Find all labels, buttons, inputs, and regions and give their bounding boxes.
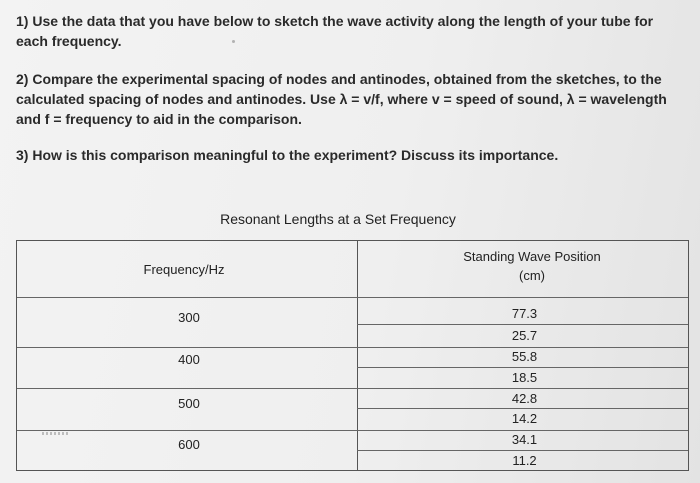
row-subdivider xyxy=(357,367,688,368)
frequency-cell: 400 xyxy=(178,352,200,367)
position-cell: 55.8 xyxy=(511,349,538,364)
position-cell: 14.2 xyxy=(511,411,538,426)
row-subdivider xyxy=(357,450,688,451)
row-divider xyxy=(17,430,688,431)
resonant-lengths-table xyxy=(16,240,689,471)
row-divider xyxy=(17,347,688,348)
header-position-line2: (cm) xyxy=(519,268,545,283)
row-subdivider xyxy=(357,324,688,325)
frequency-cell: 300 xyxy=(178,310,200,325)
frequency-cell: 600 xyxy=(178,437,200,452)
header-position-line1: Standing Wave Position xyxy=(463,249,601,264)
position-cell: 25.7 xyxy=(511,328,538,343)
question-3: 3) How is this comparison meaningful to the experiment? Discuss its importance. xyxy=(16,147,559,163)
table-title xyxy=(0,211,700,227)
position-cell: 77.3 xyxy=(511,306,538,321)
position-cell: 42.8 xyxy=(511,391,538,406)
position-cell: 18.5 xyxy=(511,370,538,385)
column-divider xyxy=(357,241,358,470)
position-cell: 34.1 xyxy=(511,432,538,447)
table-title-text: Resonant Lengths at a Set Frequency xyxy=(220,211,456,227)
question-2: 2) Compare the experimental spacing of nodes and antinodes, obtained from the sketches, to the calculated spacing of nodes and antinodes. Use λ = v/f, where v = speed of sound, λ = wavelength and f = frequency to aid in the comparison. xyxy=(16,71,667,127)
row-subdivider xyxy=(357,408,688,409)
stray-mark xyxy=(232,40,235,43)
row-divider xyxy=(17,297,688,298)
frequency-cell: 500 xyxy=(178,396,200,411)
header-position xyxy=(417,247,647,285)
smudge-mark xyxy=(42,432,70,435)
position-cell: 11.2 xyxy=(512,453,537,468)
question-1: 1) Use the data that you have below to sketch the wave activity along the length of your tube for each frequency. xyxy=(16,13,654,49)
row-divider xyxy=(17,388,688,389)
header-frequency: Frequency/Hz xyxy=(143,262,225,277)
